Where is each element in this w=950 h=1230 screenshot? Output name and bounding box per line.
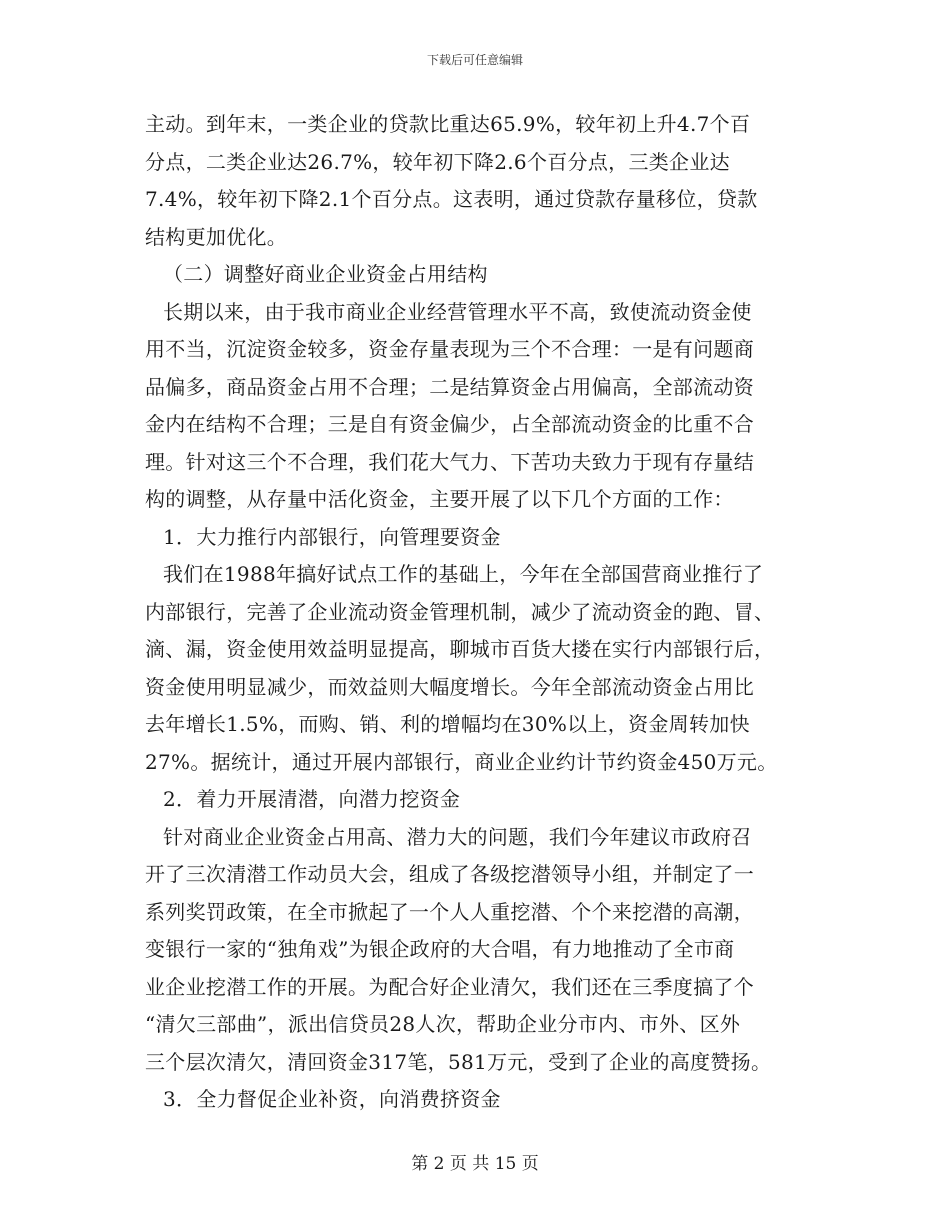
document-body: [145, 106, 807, 1119]
subsection-heading: 3．全力督促企业补资，向消费挤资金: [163, 1087, 501, 1111]
body-line: 去年增长1.5%，而购、销、利的增幅均在30%以上，资金周转加快: [145, 712, 750, 736]
body-line: 7.4%，较年初下降2.1个百分点。这表明，通过贷款存量移位，贷款: [145, 187, 758, 211]
body-line: 构的调整，从存量中活化资金，主要开展了以下几个方面的工作：: [145, 487, 734, 511]
body-line: 金内在结构不合理；三是自有资金偏少，占全部流动资金的比重不合: [145, 412, 754, 436]
body-line: 滴、漏，资金使用效益明显提高，聊城市百货大搂在实行内部银行后，: [145, 637, 775, 661]
body-line: 变银行一家的“独角戏”为银企政府的大合唱，有力地推动了全市商: [145, 937, 735, 961]
body-line: “清欠三部曲”，派出信贷员28人次，帮助企业分市内、市外、区外: [145, 1012, 741, 1036]
body-line: 针对商业企业资金占用高、潜力大的问题，我们今年建议市政府召: [163, 824, 752, 849]
body-line: 资金使用明显减少，而效益则大幅度增长。今年全部流动资金占用比: [145, 674, 754, 699]
body-line: 开了三次清潜工作动员大会，组成了各级挖潜领导小组，并制定了一: [145, 862, 754, 886]
body-line: 主动。到年末，一类企业的贷款比重达65.9%，较年初上升4.7个百: [145, 112, 751, 136]
body-line: 理。针对这三个不合理，我们花大气力、下苦功夫致力于现有存量结: [145, 449, 754, 474]
section-heading: （二）调整好商业企业资金占用结构: [163, 262, 488, 286]
body-line: 品偏多，商品资金占用不合理；二是结算资金占用偏高，全部流动资: [145, 374, 754, 399]
page-header-note: 下载后可任意编辑: [426, 53, 523, 67]
page-number-footer: 第 2 页 共 15 页: [411, 1154, 539, 1174]
subsection-heading: 1．大力推行内部银行，向管理要资金: [163, 524, 501, 549]
body-line: 分点，二类企业达26.7%，较年初下降2.6个百分点，三类企业达: [145, 149, 730, 174]
body-line: 结构更加优化。: [145, 224, 288, 249]
subsection-heading: 2．着力开展清潜，向潜力挖资金: [163, 787, 461, 811]
body-line: 内部银行，完善了企业流动资金管理机制，减少了流动资金的跑、冒、: [145, 599, 775, 624]
body-line: 长期以来，由于我市商业企业经营管理水平不高，致使流动资金使: [163, 299, 752, 324]
body-line: 三个层次清欠，清回资金317笔，581万元，受到了企业的高度赞扬。: [145, 1049, 772, 1074]
body-line: 业企业挖潜工作的开展。为配合好企业清欠，我们还在三季度搞了个: [145, 974, 754, 999]
body-line: 用不当，沉淀资金较多，资金存量表现为三个不合理：一是有问题商: [145, 337, 754, 361]
body-line: 系列奖罚政策，在全市掀起了一个人人重挖潜、个个来挖潜的高潮，: [145, 899, 754, 924]
body-line: 27%。据统计，通过开展内部银行，商业企业约计节约资金450万元。: [145, 749, 778, 774]
body-line: 我们在1988年搞好试点工作的基础上，今年在全部国营商业推行了: [163, 562, 764, 586]
